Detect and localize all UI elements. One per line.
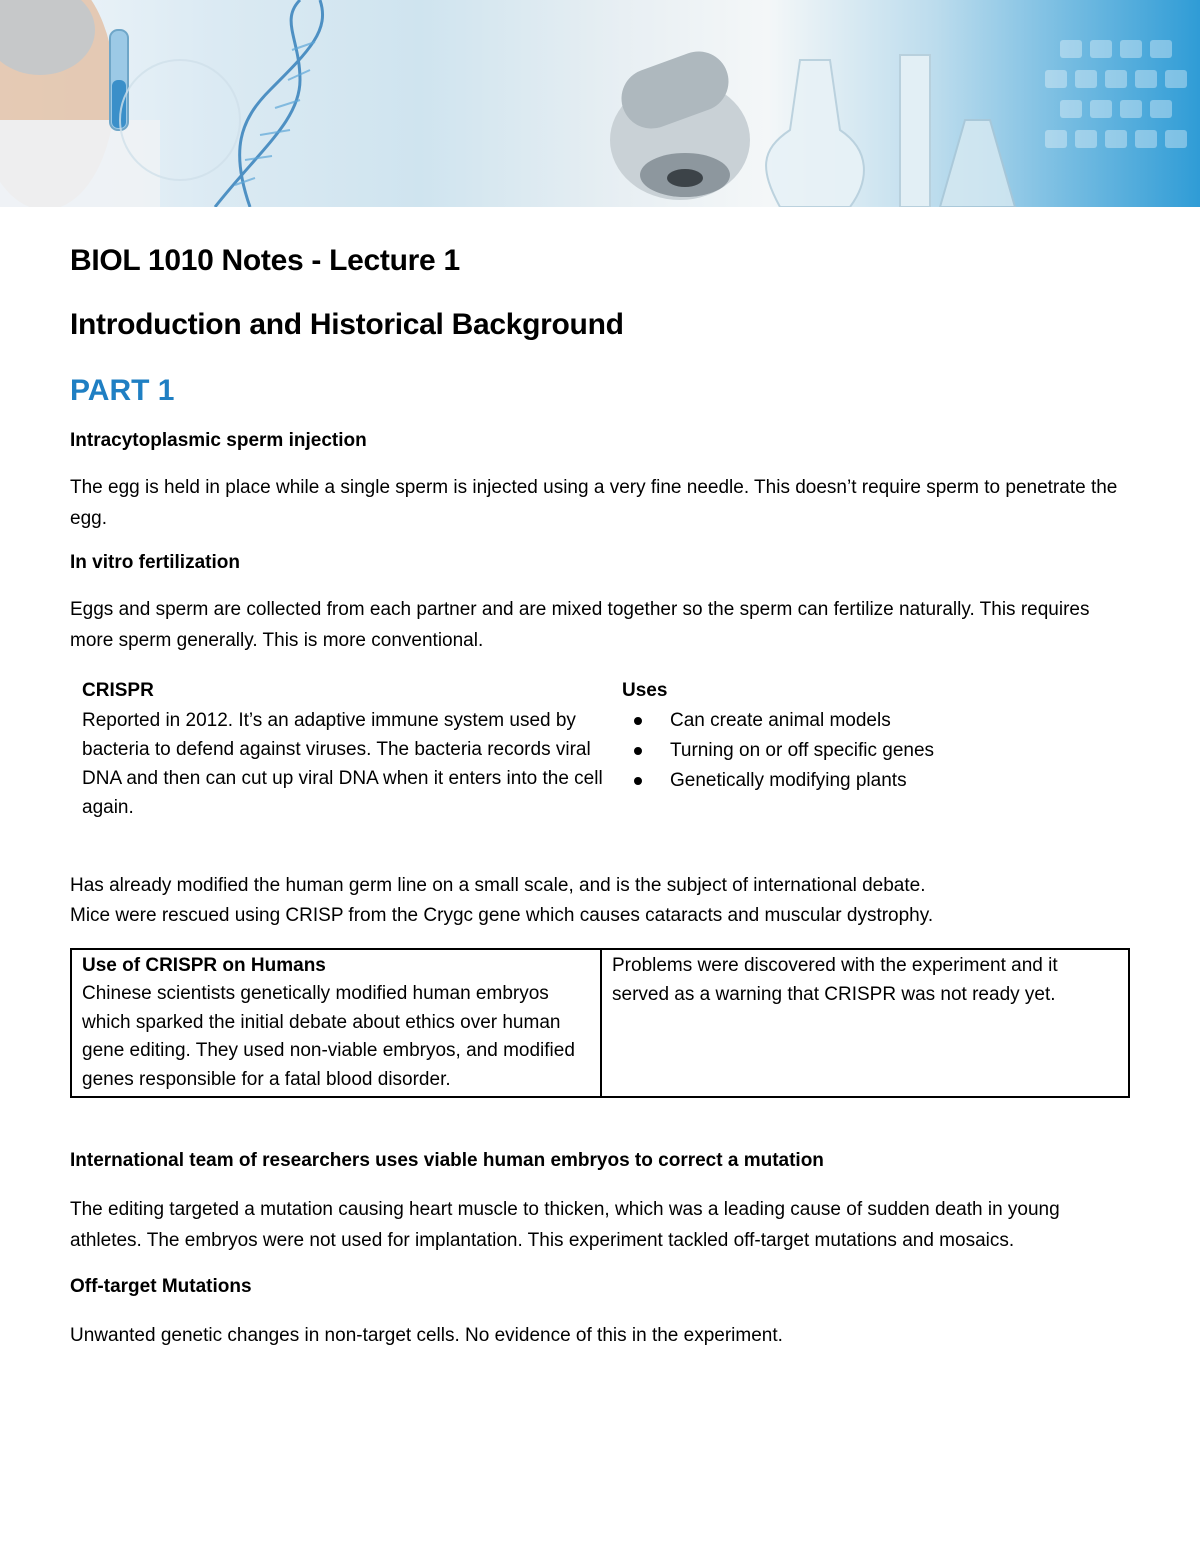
uses-list (622, 706, 934, 796)
icsi-body: The egg is held in place while a single sperm is injected using a very fine needle. This doesn’t require sperm to penetrate the egg. (70, 477, 1118, 529)
crispr-heading: CRISPR (82, 680, 154, 701)
list-item: Genetically modifying plants (622, 766, 934, 796)
bullet-icon (634, 747, 642, 755)
icsi-heading: Intracytoplasmic sperm injection (70, 430, 367, 451)
germline-line-1: Has already modified the human germ line on a small scale, and is the subject of international debate. (70, 875, 926, 896)
part-heading: PART 1 (70, 374, 175, 407)
humans-left-text: Chinese scientists genetically modified human embryos which sparked the initial debate about ethics over human gene editing. They used non-viable embryos, and modified genes responsible for a fatal blood disorder. (82, 983, 575, 1090)
list-item: Turning on or off specific genes (622, 736, 934, 766)
uses-heading: Uses (622, 680, 668, 701)
crispr-column (70, 676, 622, 822)
uses-column (622, 676, 934, 822)
table-row (71, 949, 1129, 1097)
crispr-section (70, 676, 1130, 822)
page-subtitle: Introduction and Historical Background (70, 308, 624, 341)
intl-body: The editing targeted a mutation causing heart muscle to thicken, which was a leading cause of sudden death in young athletes. The embryos were not used for implantation. This experiment tackled off-target mutations and mosaics. (70, 1199, 1060, 1252)
table-cell-left (71, 949, 601, 1097)
lab-banner-image (0, 0, 1200, 207)
bullet-icon (634, 777, 642, 785)
lab-banner-illustration (0, 0, 1200, 207)
germline-line-2: Mice were rescued using CRISP from the Crygc gene which causes cataracts and muscular dystrophy. (70, 905, 934, 926)
offtarget-body: Unwanted genetic changes in non-target cells. No evidence of this in the experiment. (70, 1325, 783, 1347)
intl-heading: International team of researchers uses viable human embryos to correct a mutation (70, 1150, 824, 1172)
page-title: BIOL 1010 Notes - Lecture 1 (70, 244, 460, 277)
list-item: Can create animal models (622, 706, 934, 736)
offtarget-heading: Off-target Mutations (70, 1276, 252, 1298)
crispr-humans-table (70, 948, 1130, 1098)
ivf-body: Eggs and sperm are collected from each partner and are mixed together so the sperm can fertilize naturally. This requires more sperm generally. This is more conventional. (70, 599, 1090, 651)
humans-heading: Use of CRISPR on Humans (82, 955, 326, 976)
ivf-heading: In vitro fertilization (70, 552, 240, 573)
document-body (70, 238, 1130, 1351)
bullet-icon (634, 717, 642, 725)
humans-right-text: Problems were discovered with the experiment and it served as a warning that CRISPR was not ready yet. (612, 955, 1058, 1005)
crispr-body: Reported in 2012. It’s an adaptive immune system used by bacteria to defend against viruses. The bacteria records viral DNA and then can cut up viral DNA when it enters into the cell again. (82, 710, 603, 818)
table-cell-right (601, 949, 1129, 1097)
